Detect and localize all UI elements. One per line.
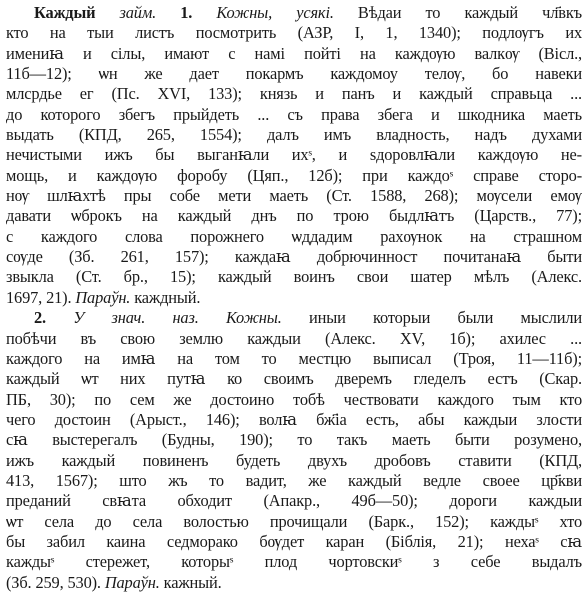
citation-text: давати ѡброкъ на каждый днъ по трою быдлꙗтъ (Царств., 77);	[6, 206, 582, 226]
citation-text: нечистыми ижъ бы выганꙗли ихˢ, и ѕдоровлꙗли каждѹю не-	[6, 145, 582, 165]
citation-text: чего достоин (Арыст., 146); волꙗ бж҃іа есть, абы каждыи злости	[6, 409, 582, 429]
citation-text: ПБ, 30); по сем же достоино тобѣ чествовати каждого тым кто	[6, 389, 582, 409]
italic-gloss: У знач. наз. Кожны.	[73, 308, 309, 328]
italic-gloss: Параўн.	[75, 287, 131, 307]
entry-line	[6, 491, 582, 511]
entry-line	[6, 369, 582, 389]
entry-line	[6, 573, 582, 593]
italic-gloss: Кожны, усякі.	[216, 3, 358, 22]
entry-line	[6, 308, 582, 328]
citation-text: с каждого слова порожнего ѡддадим рахѹнок на страшном	[6, 226, 582, 246]
citation-text: иныи которыи были мыслили	[308, 308, 582, 328]
citation-text: ижъ каждый повиненъ будеть двухъ дробовъ ставити (КПД,	[6, 450, 582, 470]
citation-text: побѣчи въ свою землю каждыи (Алекс. XV, 1б); ахилес ...	[6, 328, 582, 348]
entry-line	[6, 186, 582, 206]
entry-line	[6, 105, 582, 125]
entry-line	[6, 512, 582, 532]
entry-line	[6, 64, 582, 84]
entry-line	[6, 84, 582, 104]
citation-text: бы забил каина седморако бѹдет каран (Біблія, 21); нехаˢ сꙗ	[6, 531, 582, 551]
citation-text: выдать (КПД, 265, 1554); далъ имъ владность, надъ духами	[6, 125, 582, 145]
citation-text: ѡт села до села волостью прочищали (Барк., 152); каждыˢ хто	[6, 511, 582, 531]
entry-line	[6, 3, 582, 23]
italic-gloss: Параўн.	[104, 572, 160, 592]
entry-line	[6, 247, 582, 267]
italic-gloss: займ.	[95, 3, 181, 22]
entry-line	[6, 410, 582, 430]
entry-line	[6, 125, 582, 145]
dictionary-entry	[6, 3, 582, 593]
citation-text: каждыˢ стережет, которыˢ плод чортовскиˢ з себе выдалъ	[6, 552, 582, 572]
entry-line	[6, 227, 582, 247]
headword-or-sense-number: Каждый	[34, 3, 96, 22]
citation-text: каждный.	[130, 287, 201, 307]
citation-text: (Зб. 259, 530).	[6, 572, 105, 592]
entry-line	[6, 288, 582, 308]
citation-text: кажный.	[159, 572, 222, 592]
entry-line	[6, 206, 582, 226]
citation-text: звыкла (Ст. бр., 15); каждый воинъ свои шатер мѣлъ (Алекс.	[6, 267, 582, 287]
entry-line	[6, 349, 582, 369]
entry-line	[6, 471, 582, 491]
entry-line	[6, 430, 582, 450]
citation-text: 11б—12); ѡн же дает покармъ каждомоу телѹ, бо навеки	[6, 64, 582, 84]
citation-text: сѹде (Зб. 261, 157); каждаꙗ добрючинност почитанаꙗ быти	[6, 247, 582, 267]
citation-text: каждого на имꙗ на том то местцю выписал (Троя, 11—11б);	[6, 348, 582, 368]
citation-text: сꙗ выстерегалъ (Будны, 190); то такъ маеть быти розумено,	[6, 430, 582, 450]
citation-text: кто на тыи листъ посмотрить (АЗР, I, 1, 1340); подлѹгъ их	[6, 23, 582, 43]
citation-text: 413, 1567); што жъ то вадит, же каждый ведле своее цр҃кви	[6, 470, 582, 490]
citation-text: мощь, и каждѹю форобу (Цяп., 12б); при каждоˢ справе сторо-	[6, 165, 582, 185]
citation-text: 1697, 21).	[6, 287, 76, 307]
headword-or-sense-number: 2.	[34, 308, 74, 328]
entry-line	[6, 145, 582, 165]
entry-line	[6, 532, 582, 552]
citation-text: Вѣдаи то каждый чл҃вкъ	[357, 3, 582, 22]
entry-line	[6, 451, 582, 471]
entry-line	[6, 166, 582, 186]
citation-text: каждый ѡт них путꙗ ко своимъ дверемъ гледелъ естъ (Скар.	[6, 369, 582, 389]
entry-line	[6, 329, 582, 349]
citation-text: нѹ шлꙗхтѣ пры собе мети маеть (Ст. 1588, 268); мѹсели емѹ	[6, 186, 582, 206]
entry-line	[6, 552, 582, 572]
entry-line	[6, 390, 582, 410]
citation-text: имениꙗ и сілы, имают с намі пойті на каждѹю валкѹ (Віcл.,	[6, 43, 582, 63]
citation-text: до которого збегъ прыйдеть ... съ права збега и шкодника маеть	[6, 104, 582, 124]
entry-line	[6, 267, 582, 287]
citation-text: преданий свꙗта обходит (Апакр., 49б—50); дороги каждыи	[6, 491, 582, 511]
entry-line	[6, 23, 582, 43]
headword-or-sense-number: 1.	[180, 3, 217, 22]
entry-line	[6, 44, 582, 64]
citation-text: млсрдье ег (Пс. XVI, 133); князь и панъ и каждый справьца ...	[6, 84, 582, 104]
